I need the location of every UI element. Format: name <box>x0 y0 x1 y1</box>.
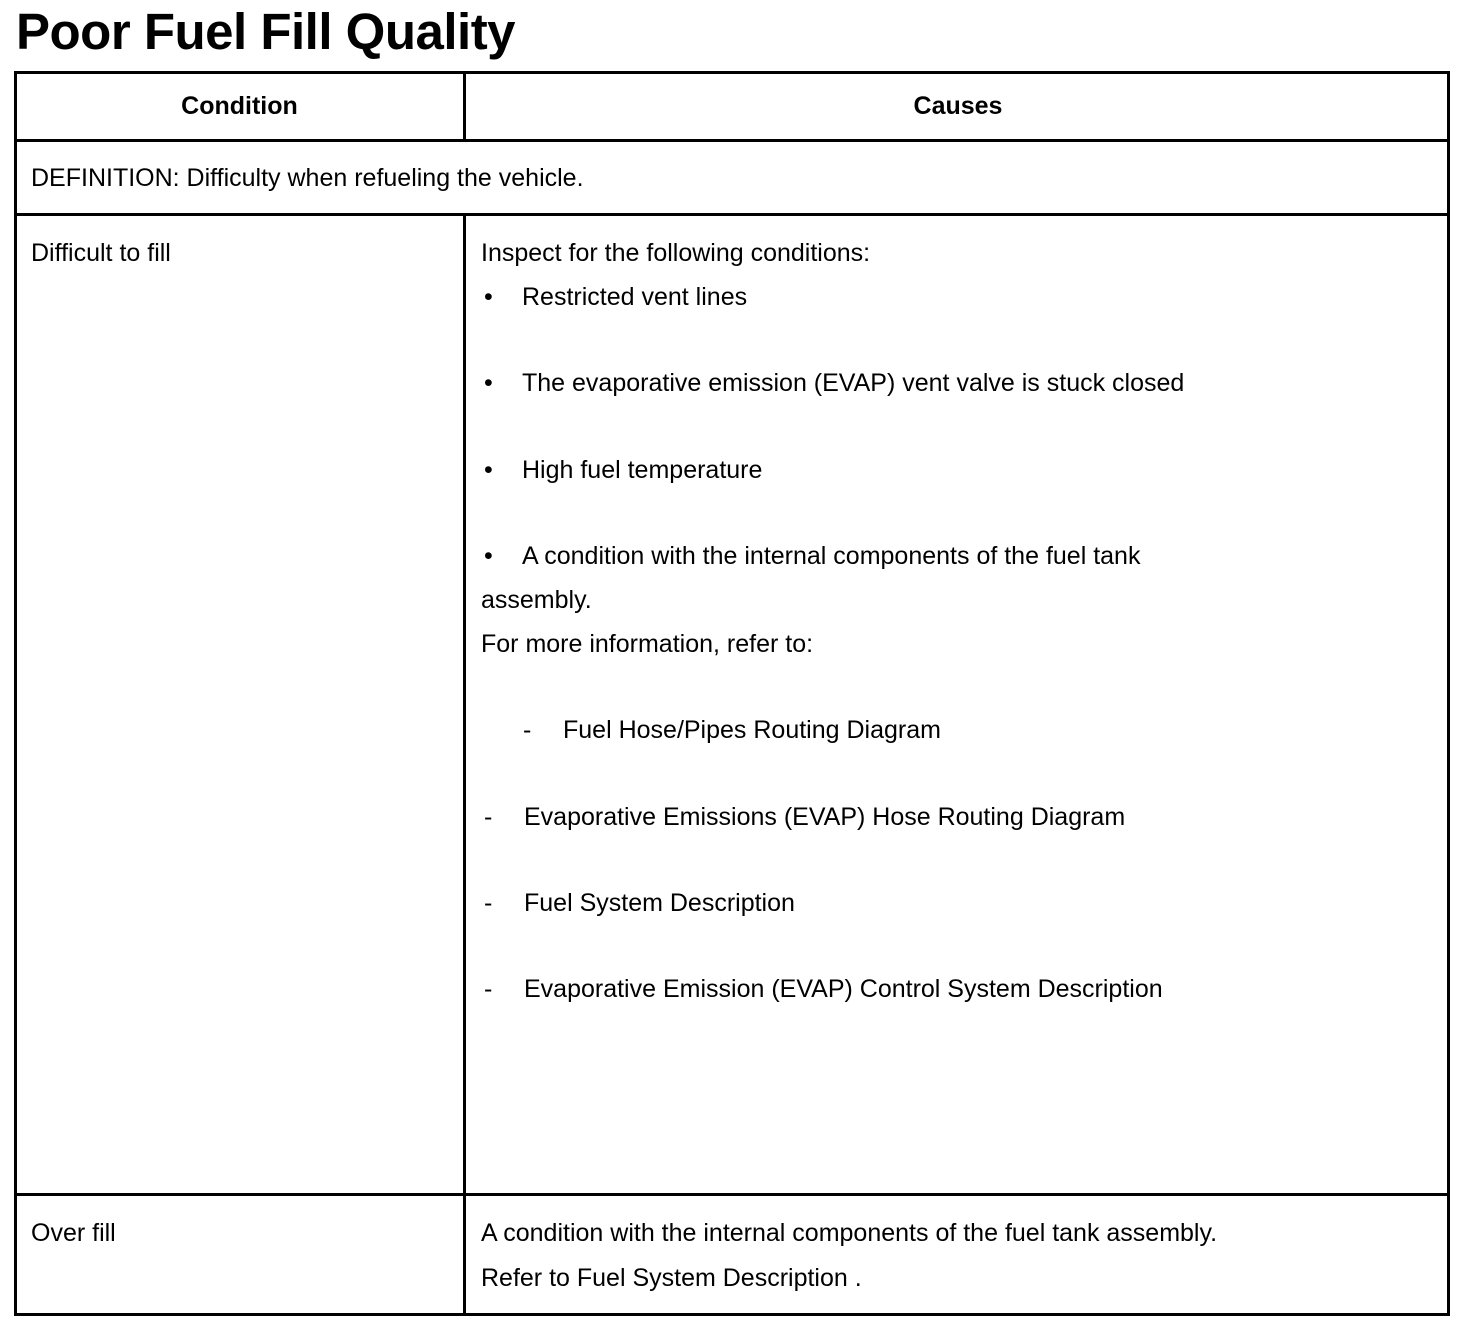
header-causes: Causes <box>913 92 1003 120</box>
dash-icon: - <box>484 975 493 1003</box>
header-condition: Condition <box>181 92 298 120</box>
cause-item: Restricted vent lines <box>522 283 748 311</box>
cause-item-continuation: assembly. <box>481 586 592 614</box>
cause-item: A condition with the internal components of the fuel tank <box>522 542 1141 570</box>
bullet-icon: • <box>484 542 493 570</box>
reference-link[interactable]: Fuel Hose/Pipes Routing Diagram <box>563 716 941 744</box>
bullet-icon: • <box>484 456 493 484</box>
bullet-icon: • <box>484 283 493 311</box>
body-column-divider <box>463 213 466 1316</box>
condition-over-fill: Over fill <box>31 1219 116 1247</box>
definition-text: DEFINITION: Difficulty when refueling the vehicle. <box>31 164 584 192</box>
reference-link[interactable]: Evaporative Emission (EVAP) Control System Description <box>524 975 1163 1003</box>
reference-link[interactable]: Fuel System Description <box>524 889 795 917</box>
over-fill-cause: A condition with the internal components of the fuel tank assembly. <box>481 1219 1218 1247</box>
bullet-icon: • <box>484 369 493 397</box>
header-divider <box>14 139 1450 142</box>
page-title: Poor Fuel Fill Quality <box>16 3 516 60</box>
reference-link[interactable]: Evaporative Emissions (EVAP) Hose Routing Diagram <box>524 803 1126 831</box>
dash-icon: - <box>484 889 493 917</box>
dash-icon: - <box>523 716 532 744</box>
dash-icon: - <box>484 803 493 831</box>
causes-intro: Inspect for the following conditions: <box>481 239 871 267</box>
condition-difficult-to-fill: Difficult to fill <box>31 239 171 267</box>
cause-item: High fuel temperature <box>522 456 763 484</box>
cause-item: The evaporative emission (EVAP) vent valve is stuck closed <box>522 369 1185 397</box>
definition-divider <box>14 213 1450 216</box>
over-fill-reference[interactable]: Refer to Fuel System Description . <box>481 1264 862 1292</box>
refer-intro: For more information, refer to: <box>481 630 814 658</box>
row-divider <box>14 1193 1450 1196</box>
